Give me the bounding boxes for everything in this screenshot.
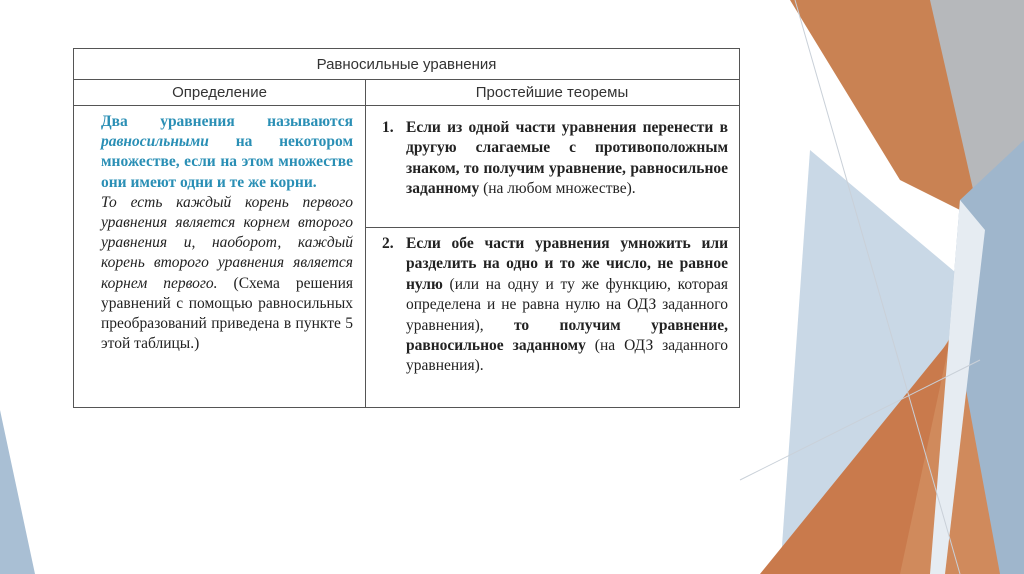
- definition-italic: То есть каждый корень первого уравнения является корнем второго уравнения и, наоборот, каждый корень второго уравнения является корнем первого.: [101, 193, 353, 292]
- theorem-2-plain-2: (на ОДЗ заданного уравнения).: [406, 337, 728, 375]
- theorem-1-plain: (на любом множестве).: [483, 180, 636, 198]
- theorem-2-bold-2: то получим уравнение, равносильное заданному: [406, 316, 728, 355]
- definition-part1: Два уравнения называются: [101, 113, 353, 130]
- table-title: Равносильные уравнения: [74, 49, 739, 80]
- header-theorems: Простейшие теоремы: [475, 84, 629, 101]
- theorem-2: [366, 234, 740, 377]
- theorem-1: [366, 118, 740, 200]
- definition-term: равносильными: [101, 133, 209, 151]
- header-definition: Определение: [172, 84, 267, 101]
- theorem-1-bold: Если из одной части уравнения перенести в другую слагаемые с противоположным знаком, то получим уравнение, равносильное заданному: [406, 119, 728, 198]
- definition-explanation: [101, 193, 353, 355]
- definition-part2: на некотором множестве, если на этом множестве они имеют одни и те же корни.: [101, 133, 354, 191]
- definition-text: [101, 112, 353, 193]
- definition-cell: [74, 106, 365, 406]
- theorem-2-number: 2.: [382, 235, 394, 252]
- decor-triangle-left: [0, 410, 35, 574]
- theorem-2-body: [406, 234, 728, 377]
- equivalent-equations-table: [73, 48, 740, 408]
- theorem-1-number: 1.: [382, 119, 394, 136]
- table-header-row: [74, 80, 739, 106]
- definition-note: (Схема решения уравнений с помощью равносильных преобразований приведена в пункте 5 этой таблицы.): [101, 274, 354, 353]
- theorem-divider: [366, 227, 740, 228]
- theorem-2-plain-1: (или на одну и ту же функцию, которая определена и не равна нулю на ОДЗ заданного уравнения),: [406, 275, 728, 334]
- theorem-1-body: [406, 118, 728, 200]
- theorem-2-bold-1: Если обе части уравнения умножить или разделить на одно и то же число, не равное нулю: [406, 235, 728, 293]
